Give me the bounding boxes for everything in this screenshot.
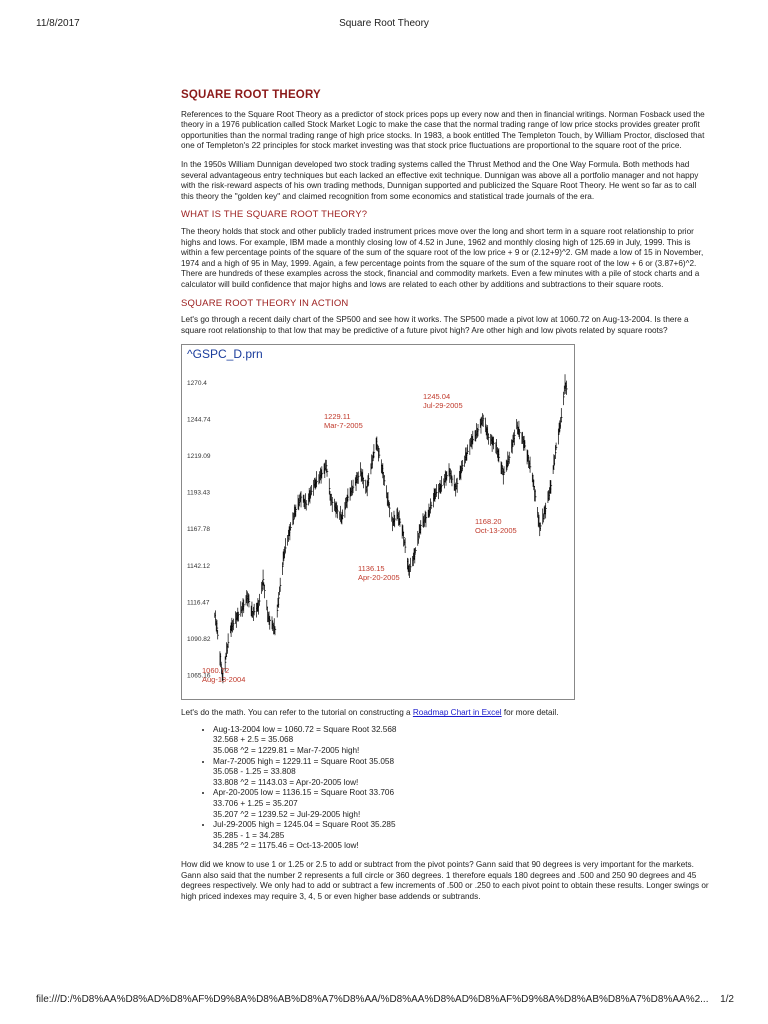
pivot-value-label: 1060.72 (202, 666, 230, 676)
y-tick-label: 1167.78 (187, 526, 211, 534)
chart-svg (182, 345, 574, 699)
list-item-line: 33.808 ^2 = 1143.03 = Apr-20-2005 low! (213, 777, 359, 787)
list-item-line: 35.285 - 1 = 34.285 (213, 830, 285, 840)
list-item-line: 32.568 + 2.5 = 35.068 (213, 735, 294, 745)
paragraph-theory: The theory holds that stock and other publicly traded instrument prices move over the long and short term in a square root relationship to prior highs and lows. For example, IBM made a monthly closing low of 4.52 in June, 1962 and monthly closing high of 125.69 in July, 1999. This is within a few percentage points of the square of the sum of the square root of the low price + 9 or (2.12+9)^2. GM made a low of 15 in November, 1974 and a high of 95 in May, 1999. Again, a few percentage points from the square of the sum of the square root of the low + 6 or (3.87+6)^2. There are hundreds of these examples across the stock, financial and commodity markets. Even a few minutes with a pile of stock charts and a calculator will build confidence that major highs and lows are related to each other by additions and subtractions to their square roots. (181, 226, 704, 289)
pivot-date-label: Aug-13-2004 (202, 675, 246, 685)
paragraph-action: Let's go through a recent daily chart of the SP500 and see how it works. The SP500 made a pivot low at 1060.72 on Aug-13-2004. Is there a square root relationship to that low that may be predictive of a future pivot high? Are other high and low pivots related by square roots? (181, 315, 689, 335)
print-date: 11/8/2017 (36, 18, 80, 29)
paragraph-gann: How did we know to use 1 or 1.25 or 2.5 to add or subtract from the pivot points? Gann said that 90 degrees is very important for the markets. Gann also said that the number 2 represents a full circle or 360 degrees. 1 therefore equals 180 degrees and .500 and 250 90 degrees and 45 degrees respectively. We only had to add or subtract a few increments of .500 or .250 to each pivot point to obtain these results. Longer swings or high priced indexes may require 3, 4, 5 or even higher base addends or subtrands. (181, 860, 709, 901)
list-item-line: 34.285 ^2 = 1175.46 = Oct-13-2005 low! (213, 841, 359, 851)
list-item-line: 33.706 + 1.25 = 35.207 (213, 799, 298, 809)
y-tick-label: 1090.82 (187, 636, 211, 644)
pivot-date-label: Jul-29-2005 (423, 401, 463, 411)
pivot-date-label: Apr-20-2005 (358, 573, 400, 583)
list-item (213, 725, 711, 757)
article (181, 90, 711, 910)
list-item-line: 35.207 ^2 = 1239.52 = Jul-29-2005 high! (213, 809, 361, 819)
page-number: 1/2 (720, 994, 734, 1005)
chart-title: ^GSPC_D.prn (187, 347, 263, 362)
roadmap-chart-link[interactable]: Roadmap Chart in Excel (412, 708, 502, 718)
y-tick-label: 1116.47 (187, 599, 210, 607)
math-intro-post: for more detail. (501, 708, 559, 718)
y-tick-label: 1219.09 (187, 453, 211, 461)
list-item-head: • Jul-29-2005 high = 1245.04 = Square Root 35.285 (213, 820, 396, 830)
paragraph-dunnigan: In the 1950s William Dunnigan developed two stock trading systems called the Thrust Method and the One Way Formula. Both methods had several advantageous entry techniques but each lacked an effective exit technique. Dunnigan was above all a portfolio manager and not happy with the risk-reward aspects of his own trading methods, Dunnigan supported and publicized the Square Root Theory. He went so far as to call this theory the "golden key" and claimed recognition from some economics and statistical trade journals of the era. (181, 159, 699, 201)
page-title-header: Square Root Theory (339, 18, 429, 29)
heading-in-action: SQUARE ROOT THEORY IN ACTION (181, 297, 349, 309)
list-item-line: 35.068 ^2 = 1229.81 = Mar-7-2005 high! (213, 746, 360, 756)
math-intro-pre: Let's do the math. You can refer to the tutorial on constructing a (181, 708, 413, 718)
pivot-date-label: Mar-7-2005 (324, 421, 363, 431)
y-tick-label: 1193.43 (187, 490, 211, 498)
list-item-line: 35.058 - 1.25 = 33.808 (213, 767, 296, 777)
list-item-head: • Aug-13-2004 low = 1060.72 = Square Root 32.568 (213, 724, 397, 734)
pivot-date-label: Oct-13-2005 (475, 526, 517, 536)
sp500-chart (181, 344, 575, 700)
list-item-head: • Apr-20-2005 low = 1136.15 = Square Root 33.706 (213, 788, 395, 798)
list-item (213, 788, 711, 820)
pivot-value-label: 1229.11 (324, 412, 351, 422)
pivot-value-label: 1168.20 (475, 517, 502, 527)
y-tick-label: 1065.16 (187, 672, 211, 680)
article-title: SQUARE ROOT THEORY (181, 89, 321, 101)
paragraph-intro: References to the Square Root Theory as a predictor of stock prices pops up every now and then in financial writings. Norman Fosback used the theory in a 1976 publication called Stock Market Logic to make the case that the normal trading range of low price stocks provides greater profit opportunities than the normal trading range of high price stocks. In 1983, a book entitled The Templeton Touch, by William Proctor, disclosed that one of Templeton's 22 principles for stock market investing was that stock price fluctuations are proportional to the square root of the price. (181, 109, 705, 151)
list-item (213, 757, 711, 789)
file-path: file:///D:/%D8%AA%D8%AD%D8%AF%D9%8A%D8%AB%D8%A7%D8%AA/%D8%AA%D8%AD%D8%AF%D9%8A%D8%AB%D8%A7%D8%AA%2... (36, 994, 709, 1005)
math-intro (181, 708, 711, 719)
pivot-value-label: 1245.04 (423, 392, 451, 402)
y-tick-label: 1270.4 (187, 380, 207, 388)
y-tick-label: 1142.12 (187, 563, 211, 571)
y-tick-label: 1244.74 (187, 416, 211, 424)
math-list (181, 725, 711, 852)
heading-what-is: WHAT IS THE SQUARE ROOT THEORY? (181, 209, 368, 221)
pivot-value-label: 1136.15 (358, 564, 385, 574)
list-item-head: • Mar-7-2005 high = 1229.11 = Square Root 35.058 (213, 756, 395, 766)
list-item (213, 820, 711, 852)
